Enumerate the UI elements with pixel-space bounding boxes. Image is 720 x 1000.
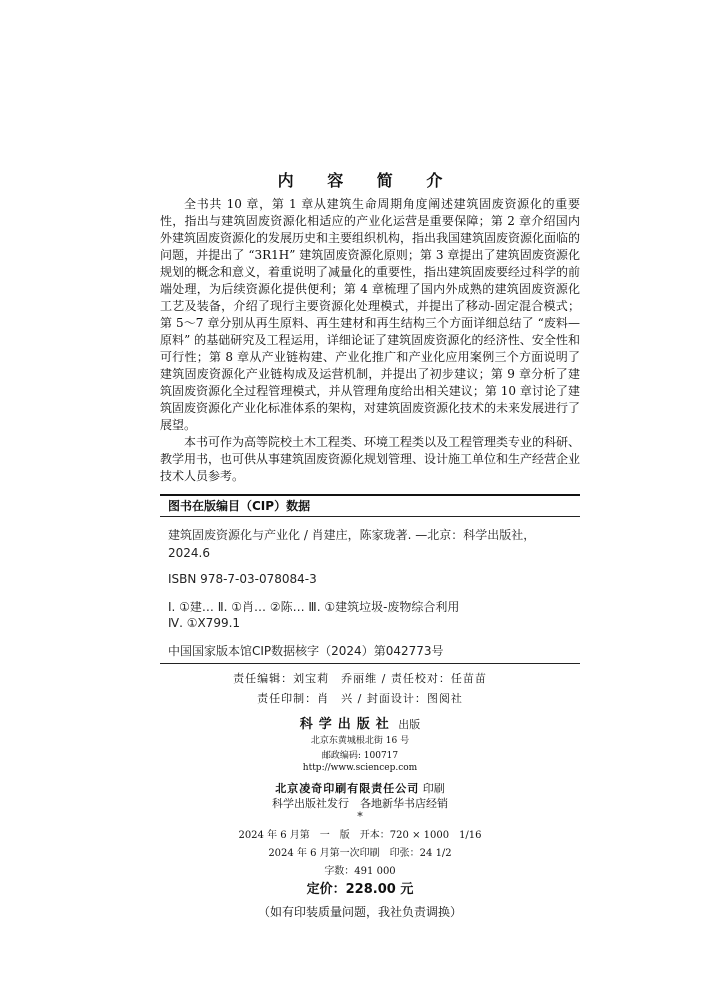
publisher-address: 北京东黄城根北街 16 号 bbox=[310, 736, 410, 746]
publisher-website: http://www.sciencep.com bbox=[302, 763, 418, 773]
cip-isbn: ISBN 978-7-03-078084-3 bbox=[168, 572, 317, 586]
cip-classification-2: Ⅳ. ①X799.1 bbox=[168, 616, 241, 630]
printing-line: 2024 年 6 月第一次印刷 印张：24 1/2 bbox=[268, 848, 452, 859]
cip-heading-rule bbox=[160, 516, 580, 517]
cip-top-rule bbox=[160, 494, 580, 496]
cip-title-line: 建筑固废资源化与产业化 / 肖建庄，陈家珑著. —北京：科学出版社， bbox=[168, 528, 536, 542]
editor-credits: 责任编辑：刘宝莉 乔丽维 / 责任校对：任苗苗 bbox=[233, 672, 487, 685]
summary-title: 内 容 简 介 bbox=[277, 171, 457, 190]
summary-paragraph: 本书可作为高等院校土木工程类、环境工程类以及工程管理类专业的科研、教学用书，也可供从事建筑固废资源化规划管理、设计施工单位和生产经营企业技术人员参考。 bbox=[160, 435, 581, 483]
cip-classification-1: Ⅰ. ①建… Ⅱ. ①肖… ②陈… Ⅲ. ①建筑垃圾-废物综合利用 bbox=[168, 600, 460, 614]
publisher-line bbox=[0, 713, 720, 732]
printer-name: 北京凌奇印刷有限责任公司 bbox=[275, 782, 420, 795]
cip-number: 中国国家版本馆CIP数据核字（2024）第042773号 bbox=[168, 644, 444, 658]
printer-action: 印刷 bbox=[419, 782, 445, 795]
price: 定价：228.00 元 bbox=[306, 882, 414, 897]
summary-body bbox=[160, 196, 580, 485]
summary-paragraph: 全书共 10 章，第 1 章从建筑生命周期角度阐述建筑固废资源化的重要性，指出与建筑固废资源化相适应的产业化运营是重要保障；第 2 章介绍国内外建筑固废资源化的发展历史和主要组织机构，指出我国建筑固废资源化面临的问题，并提出了 “3R1H” 建筑固废资源化原则；第 3 章提出了建筑固废资源化规划的概念和意义，着重说明了减量化的重要性，指出建筑固废要经过科学的前端处理，为后续资源化提供便利；第 4 章梳理了国内外成熟的建筑固废资源化工艺及装备，介绍了现行主要资源化处理模式，并提出了移动-固定混合模式；第 5～7 章分别从再生原料、再生建材和再生结构三个方面详细总结了 “废料—原料” 的基础研究及工程运用，详细论证了建筑固废资源化的经济性、安全性和可行性；第 8 章从产业链构建、产业化推广和产业化应用案例三个方面说明了建筑固废资源化产业链构成及运营机制，并提出了初步建议；第 9 章分析了建筑固废资源化全过程管理模式，并从管理角度给出相关建议；第 10 章讨论了建筑固废资源化产业化标准体系的架构，对建筑固废资源化技术的未来发展进行了展望。 bbox=[160, 197, 581, 432]
separator-asterisk: * bbox=[357, 810, 363, 823]
publisher-postcode: 邮政编码: 100717 bbox=[321, 751, 399, 761]
publisher-action: 出版 bbox=[394, 718, 421, 731]
edition-line: 2024 年 6 月第 一 版 开本：720 × 1000 1/16 bbox=[238, 830, 482, 841]
cip-year: 2024.6 bbox=[168, 546, 210, 560]
publisher-name: 科学出版社 bbox=[299, 717, 395, 732]
production-credits: 责任印制：肖 兴 / 封面设计：图阅社 bbox=[257, 692, 463, 705]
quality-note: （如有印装质量问题，我社负责调换） bbox=[257, 905, 462, 919]
printer-line bbox=[0, 777, 720, 796]
word-count: 字数：491 000 bbox=[324, 866, 396, 877]
cip-heading: 图书在版编目（CIP）数据 bbox=[168, 499, 311, 513]
cip-bottom-rule bbox=[160, 663, 580, 664]
distribution-line: 科学出版社发行 各地新华书店经销 bbox=[272, 797, 448, 810]
